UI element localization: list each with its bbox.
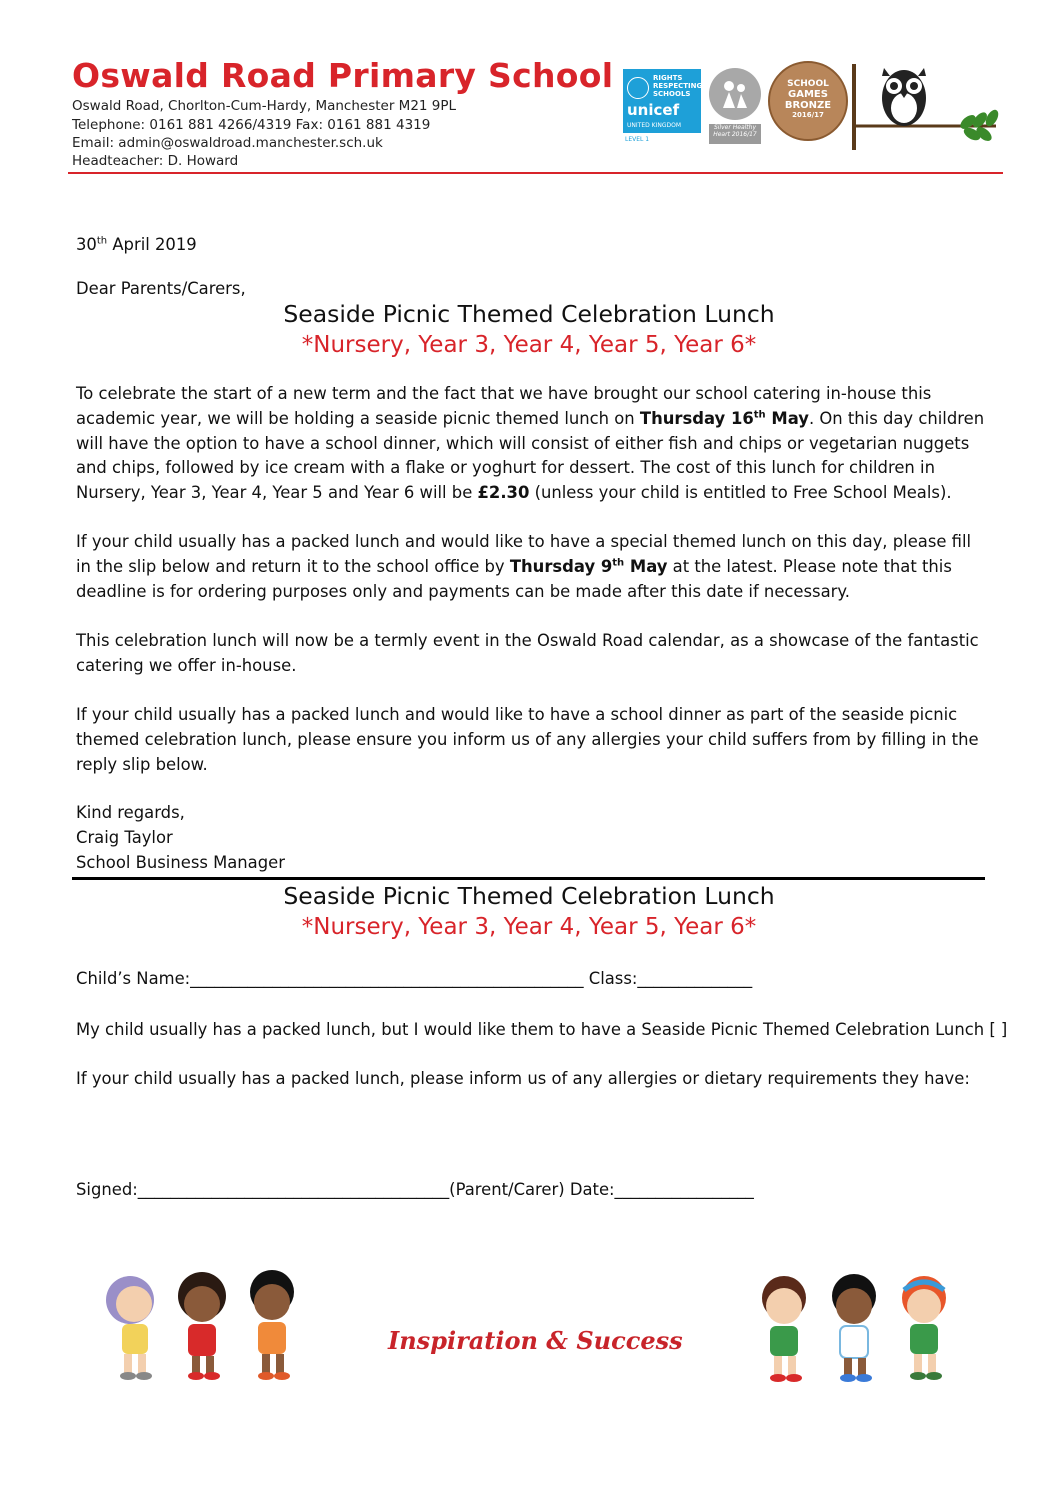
school-games-bronze-logo [768, 61, 848, 141]
owl-icon [856, 62, 1006, 148]
child-name-field[interactable]: Child’s Name:________________________________________________ Class:______________ [76, 969, 753, 988]
unicef-wordmark: unicef [627, 101, 680, 119]
school-telephone: Telephone: 0161 881 4266/4319 Fax: 0161 881 4319 [72, 117, 431, 133]
family-icon [709, 68, 761, 120]
letter-subtitle: *Nursery, Year 3, Year 4, Year 5, Year 6* [301, 332, 757, 358]
signer-role: School Business Manager [76, 853, 285, 872]
slip-title: Seaside Picnic Themed Celebration Lunch [283, 882, 775, 910]
closing: Kind regards, [76, 803, 185, 822]
paragraph-3: This celebration lunch will now be a termly event in the Oswald Road calendar, as a showcase of the fantastic catering we offer in-house. [76, 631, 979, 675]
salutation: Dear Parents/Carers, [76, 279, 246, 298]
tear-off-separator [72, 877, 985, 880]
signer-name: Craig Taylor [76, 828, 173, 847]
children-right-illustration [748, 1266, 964, 1388]
signature-date-field[interactable]: Signed:______________________________________(Parent/Carer) Date:_________________ [76, 1180, 754, 1199]
allergies-field[interactable]: If your child usually has a packed lunch, please inform us of any allergies or dietary requirements they have: [76, 1069, 970, 1088]
children-left-illustration [96, 1264, 312, 1386]
rrs-line3: SCHOOLS [653, 90, 691, 98]
rrs-line1: RIGHTS [653, 74, 683, 82]
paragraph-1: To celebrate the start of a new term and the fact that we have brought our school catering in-house this academic year, we will be holding a seaside picnic themed lunch on Thursday 16th May. On this day children will have the option to have a school dinner, which will consist of either fish and chips or vegetarian nuggets and chips, followed by ice cream with a flake or yoghurt for dessert. The cost of this lunch for children in Nursery, Year 3, Year 4, Year 5 and Year 6 will be £2.30 (unless your child is entitled to Free School Meals). [76, 384, 985, 503]
letter-title: Seaside Picnic Themed Celebration Lunch [283, 300, 775, 328]
healthy-caption: Silver Healthy Heart 2016/17 [709, 124, 761, 144]
rrs-line2: RESPECTING [653, 82, 703, 90]
school-address: Oswald Road, Chorlton-Cum-Hardy, Manchester M21 9PL [72, 98, 457, 114]
school-name: Oswald Road Primary School [72, 56, 614, 95]
unicef-rights-respecting-logo [623, 69, 701, 133]
themed-lunch-checkbox-line[interactable]: My child usually has a packed lunch, but I would like them to have a Seaside Picnic Themed Celebration Lunch [ ] [76, 1020, 1008, 1039]
paragraph-2: If your child usually has a packed lunch and would like to have a special themed lunch on this day, please fill in the slip below and return it to the school office by Thursday 9th May at the latest. Please note that this deadline is for ordering purposes only and payments can be made after this date if necessary. [76, 532, 972, 601]
globe-icon [627, 77, 649, 99]
healthy-schools-logo [709, 68, 761, 120]
games-line2: GAMES [788, 89, 828, 100]
school-motto: Inspiration & Success [388, 1326, 683, 1355]
letter-date: 30th April 2019 [76, 235, 197, 254]
rrs-level: LEVEL 1 [625, 136, 650, 143]
slip-subtitle: *Nursery, Year 3, Year 4, Year 5, Year 6* [301, 914, 757, 940]
headteacher: Headteacher: D. Howard [72, 153, 239, 169]
unicef-sub: UNITED KINGDOM [627, 122, 681, 129]
letterhead-rule [68, 172, 1003, 174]
games-line4: 2016/17 [792, 111, 824, 119]
paragraph-4: If your child usually has a packed lunch and would like to have a school dinner as part of the seaside picnic themed celebration lunch, please ensure you inform us of any allergies your child suffers from by filling in the reply slip below. [76, 705, 979, 774]
games-line3: BRONZE [784, 100, 832, 111]
games-line1: SCHOOL [787, 79, 829, 89]
school-email: Email: admin@oswaldroad.manchester.sch.uk [72, 135, 383, 151]
